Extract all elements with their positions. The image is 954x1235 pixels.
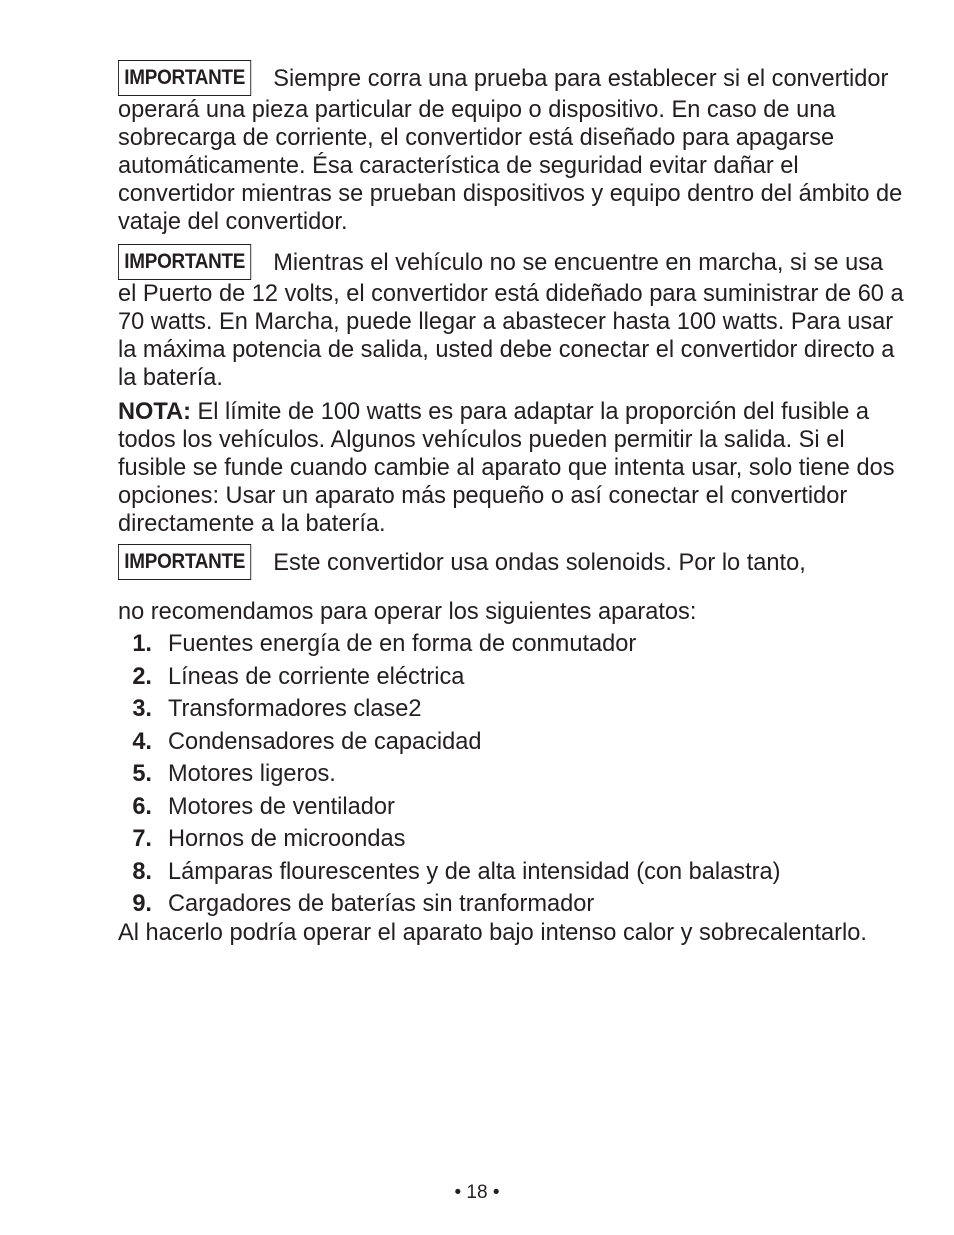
- list-item-text: Condensadores de capacidad: [168, 728, 482, 755]
- list-item: [118, 661, 908, 694]
- list-item: [118, 758, 908, 791]
- list-number: 2.: [132, 663, 152, 690]
- list-item-text: Hornos de microondas: [168, 826, 406, 852]
- list-number: 5.: [132, 761, 152, 787]
- list-item-text: Fuentes energía de en forma de conmutador: [168, 631, 637, 657]
- list-item-text: Cargadores de baterías sin tranformador: [168, 891, 595, 917]
- list-item: [118, 693, 908, 726]
- list-intro: no recomendamos para operar los siguientes aparatos:: [118, 599, 697, 625]
- important-text-3: Este convertidor usa ondas solenoids. Por lo tanto,: [273, 550, 806, 576]
- list-number: 7.: [132, 826, 152, 852]
- list-item-text: Transformadores clase2: [168, 696, 422, 722]
- note-label: NOTA:: [118, 399, 191, 425]
- important-badge: IMPORTANTE: [118, 60, 251, 96]
- list-item: [118, 888, 908, 921]
- list-item: [118, 726, 908, 759]
- important-text-2: Mientras el vehículo no se encuentre en marcha, si se usa el Puerto de 12 volts, el convertidor está dideñado para suministrar de 60 a 70 watts. En Marcha, puede llegar a abastecer hasta 100 watts. Para usar la máxima potencia de salida, usted debe conectar el convertidor directo a la batería.: [118, 250, 904, 391]
- list-item-text: Motores de ventilador: [168, 793, 395, 820]
- note-paragraph: [118, 398, 908, 538]
- list-item: [118, 823, 908, 856]
- important-badge: IMPORTANTE: [118, 544, 251, 580]
- important-badge: IMPORTANTE: [118, 244, 251, 280]
- list-item-text: Lámparas flourescentes y de alta intensidad (con balastra): [168, 858, 781, 885]
- important-paragraph-1: [118, 60, 908, 236]
- list-number: 6.: [132, 793, 152, 820]
- list-number: 9.: [132, 891, 152, 917]
- list-item: [118, 856, 908, 889]
- list-number: 4.: [132, 728, 152, 755]
- list-item-text: Líneas de corriente eléctrica: [168, 663, 465, 690]
- page-content: [118, 60, 908, 947]
- list-number: 3.: [132, 696, 152, 722]
- important-text-1: Siempre corra una prueba para establecer si el convertidor operará una pieza particular de equipo o dispositivo. En caso de una sobrecarga de corriente, el convertidor está diseñado para apagarse automáticamente. Ésa característica de seguridad evitar dañar el convertidor mientras se prueban dispositivos y equipo dentro del ámbito de vataje del convertidor.: [118, 66, 903, 235]
- list-number: 8.: [132, 858, 152, 885]
- important-paragraph-3: [118, 544, 908, 580]
- list-item-text: Motores ligeros.: [168, 761, 336, 787]
- appliance-list: [118, 628, 908, 921]
- list-item: [118, 791, 908, 824]
- important-paragraph-2: [118, 244, 908, 392]
- page-number: • 18 •: [454, 1182, 500, 1203]
- closing-paragraph: Al hacerlo podría operar el aparato bajo intenso calor y sobrecalentarlo.: [118, 919, 867, 946]
- list-number: 1.: [132, 631, 152, 657]
- note-text: El límite de 100 watts es para adaptar la proporción del fusible a todos los vehículos. Algunos vehículos pueden permitir la salida. Si el fusible se funde cuando cambie al aparato que intenta usar, solo tiene dos opciones: Usar un aparato más pequeño o así conectar el convertidor directamente a la batería.: [118, 399, 895, 537]
- list-item: [118, 628, 908, 661]
